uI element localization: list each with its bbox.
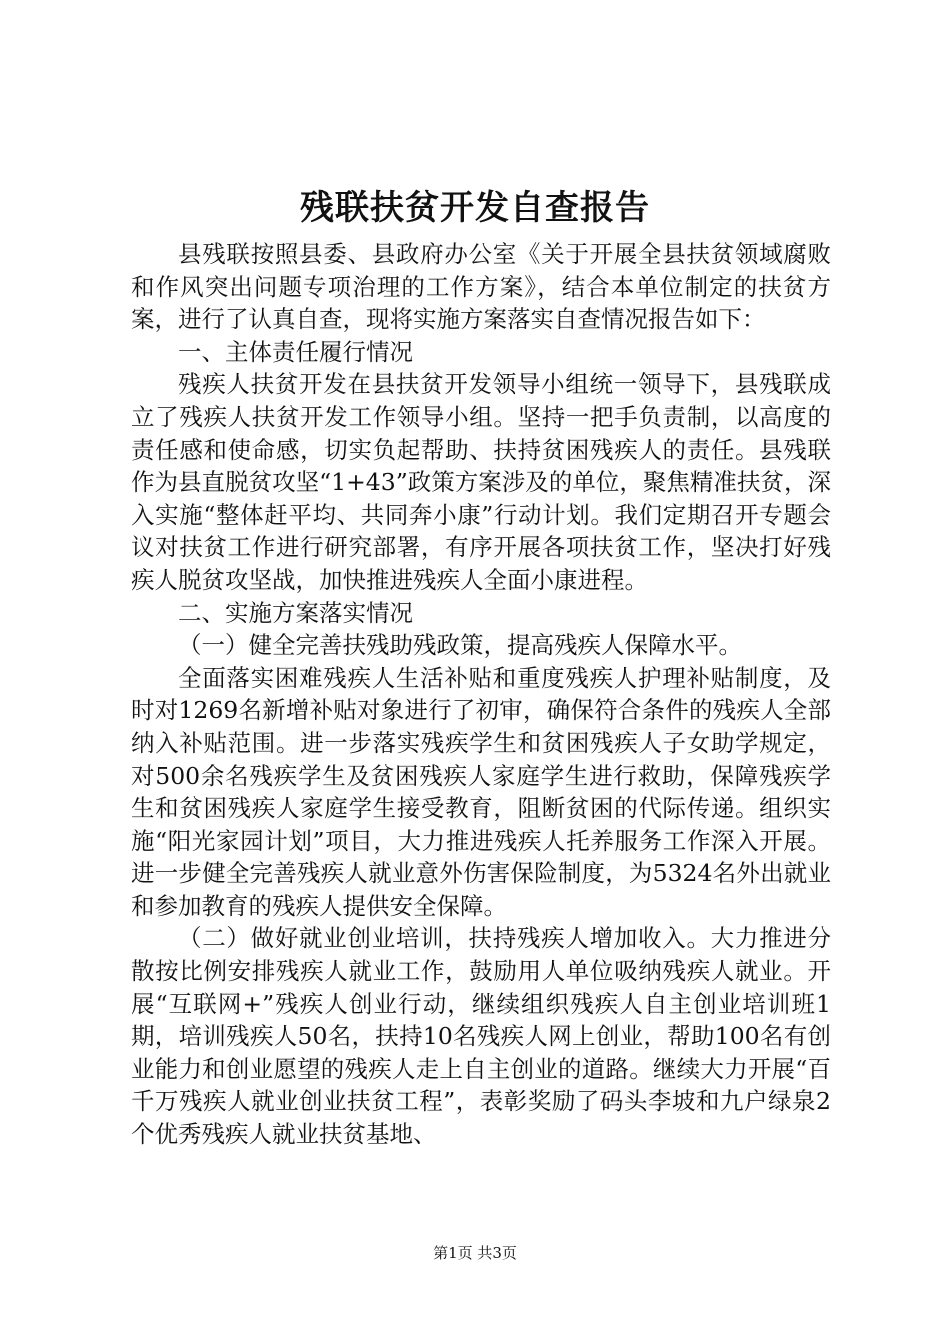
section-heading-1: 一、主体责任履行情况 [178,337,413,366]
document-body [131,238,831,1151]
document-title: 残联扶贫开发自查报告 [300,188,650,228]
paragraph-employment: （二）做好就业创业培训，扶持残疾人增加收入。大力推进分散按比例安排残疾人就业工作，鼓励用人单位吸纳残疾人就业。开展“互联网+”残疾人创业行动，继续组织残疾人自主创业培训班1期，培训残疾人50名，扶持10名残疾人网上创业，帮助100名有创业能力和创业愿望的残疾人走上自主创业的道路。继续大力开展“百千万残疾人就业创业扶贫工程”，表彰奖励了码头李坡和九户绿泉2个优秀残疾人就业扶贫基地、 [131,924,831,1149]
page-footer: 第1页 共3页 [433,1244,517,1262]
paragraph-responsibility: 残疾人扶贫开发在县扶贫开发领导小组统一领导下，县残联成立了残疾人扶贫开发工作领导小组。坚持一把手负责制，以高度的责任感和使命感，切实负起帮助、扶持贫困残疾人的责任。县残联作为县直脱贫攻坚“1+43”政策方案涉及的单位，聚焦精准扶贫，深入实施“整体赶平均、共同奔小康”行动计划。我们定期召开专题会议对扶贫工作进行研究部署，有序开展各项扶贫工作，坚决打好残疾人脱贫攻坚战，加快推进残疾人全面小康进程。 [131,370,831,594]
paragraph-policy: 全面落实困难残疾人生活补贴和重度残疾人护理补贴制度，及时对1269名新增补贴对象进行了初审，确保符合条件的残疾人全部纳入补贴范围。进一步落实残疾学生和贫困残疾人子女助学规定，对500余名残疾学生及贫困残疾人家庭学生进行救助，保障残疾学生和贫困残疾人家庭学生接受教育，阻断贫困的代际传递。组织实施“阳光家园计划”项目，大力推进残疾人托养服务工作深入开展。进一步健全完善残疾人就业意外伤害保险制度，为5324名外出就业和参加教育的残疾人提供安全保障。 [131,663,831,920]
paragraph-intro: 县残联按照县委、县政府办公室《关于开展全县扶贫领域腐败和作风突出问题专项治理的工作方案》，结合本单位制定的扶贫方案，进行了认真自查，现将实施方案落实自查情况报告如下： [131,240,831,334]
section-heading-2: 二、实施方案落实情况 [178,598,413,627]
subsection-heading-1: （一）健全完善扶残助残政策，提高残疾人保障水平。 [178,631,742,660]
